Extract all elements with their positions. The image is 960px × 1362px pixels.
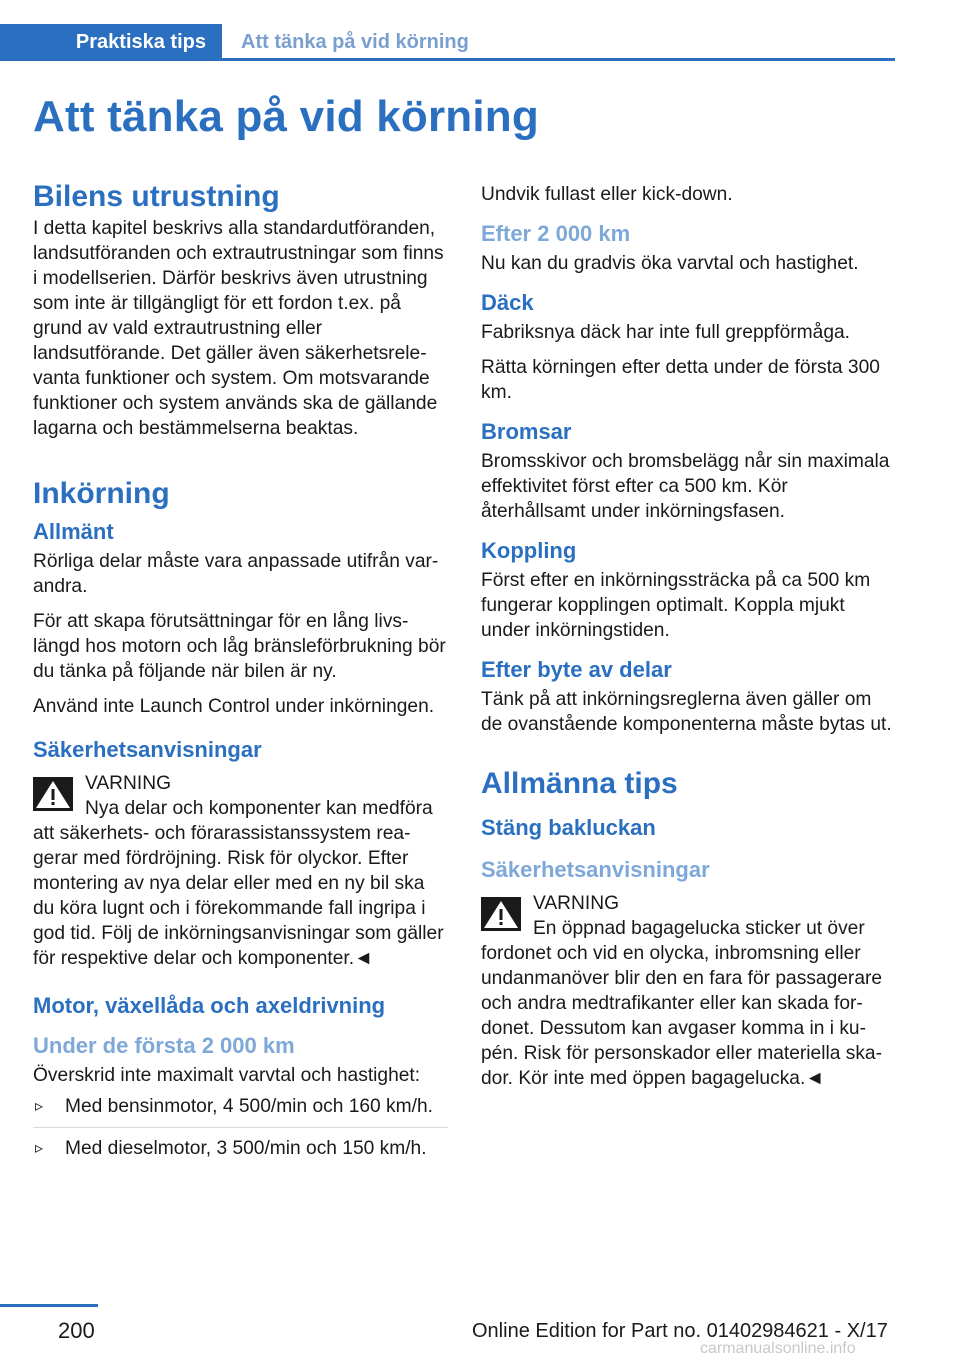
subtitle-koppling: Koppling xyxy=(481,538,577,563)
warning-label: VARNING xyxy=(85,773,171,794)
tab-praktiska-tips[interactable]: Praktiska tips xyxy=(0,24,222,60)
subtitle-allmant: Allmänt xyxy=(33,519,114,544)
list-item: ▹ Med bensinmotor, 4 500/min och 160 km/h. xyxy=(33,1094,448,1128)
subtitle-dack: Däck xyxy=(481,290,534,315)
warning-text: fordonet och vid en olycka, inbromsning eller undanmanöver blir den en fara för passagerare och andra medtrafikanter eller kan skada fordonet. Dessutom kan avgaser komma in i kupén. Risk för personskador eller materiella skador. Kör inte med öppen bagagelucka.◄ xyxy=(481,943,883,1089)
subtitle-efter-byte: Efter byte av delar xyxy=(481,657,672,682)
page-number: 200 xyxy=(58,1318,95,1343)
left-column xyxy=(33,180,448,1177)
subtitle-under-forsta: Under de första 2 000 km xyxy=(33,1033,295,1058)
tab-att-tanka[interactable]: Att tänka på vid körning xyxy=(241,31,469,53)
paragraph-rorliga-delar: Rörliga delar måste vara anpassade utifrån varandra. xyxy=(33,551,439,597)
triangle-bullet-icon: ▹ xyxy=(35,1098,44,1115)
warning-block-bagagelucka xyxy=(481,891,896,1091)
paragraph-forutsattningar: För att skapa förutsättningar för en lång livslängd hos motorn och låg bränsleförbrukning bör du tänka på följande när bilen är ny. xyxy=(33,611,446,682)
subtitle-sakerhetsanvisningar-2: Säkerhetsanvisningar xyxy=(481,857,710,882)
right-column xyxy=(481,182,896,1101)
subtitle-motor-vaxellada: Motor, växellåda och axeldrivning xyxy=(33,993,386,1018)
watermark: carmanualsonline.info xyxy=(700,1340,856,1357)
paragraph-bromsar: Bromsskivor och bromsbelägg når sin maximala effektivitet först efter ca 500 km. Kör återhållsamt under inkörningsfasen. xyxy=(481,451,890,522)
paragraph-utrustning: I detta kapitel beskrivs alla standardutföranden, landsutföranden och extrautrustningar som finns i modellserien. Därför beskrivs även utrustning som inte är tillgängligt för ett fordon t.ex. på grund av vald extrautrustning eller landsutförande. Det gäller även säkerhetsrelevanta funktioner och system. Om motsvarande funktioner och system används ska de gällande lagarna och bestämmelserna beaktas. xyxy=(33,218,444,439)
warning-first-line: En öppnad bagagelucka sticker ut över xyxy=(533,918,865,939)
paragraph-dack-1: Fabriksnya däck har inte full greppförmåga. xyxy=(481,322,851,343)
warning-first-line: Nya delar och komponenter kan medföra xyxy=(85,798,433,819)
warning-text: att säkerhets- och förarassistanssystem reagerar med fördröjning. Risk för olyckor. Efter montering av nya delar eller med en ny bil ska du köra lugnt och i förekommande fall ingripa i god tid. Följ de inkörningsanvisningar som gäller för respektive delar och komponenter.◄ xyxy=(33,823,444,969)
paragraph-launch-control: Använd inte Launch Control under inkörningen. xyxy=(33,696,435,717)
section-title-bilens-utrustning: Bilens utrustning xyxy=(33,180,280,213)
paragraph-efter-2000: Nu kan du gradvis öka varvtal och hastighet. xyxy=(481,253,859,274)
warning-block-inkorning xyxy=(33,771,448,971)
list-item: ▹ Med dieselmotor, 3 500/min och 150 km/h. xyxy=(35,1138,427,1159)
speed-limit-list xyxy=(33,1094,448,1169)
subtitle-bromsar: Bromsar xyxy=(481,419,572,444)
section-title-allmanna-tips: Allmänna tips xyxy=(481,767,678,800)
triangle-bullet-icon: ▹ xyxy=(35,1140,44,1157)
page-title: Att tänka på vid körning xyxy=(33,92,539,141)
paragraph-efter-byte: Tänk på att inkörningsreglerna även gäller om de ovanstående komponenterna måste bytas ut. xyxy=(481,689,892,735)
subtitle-sakerhetsanvisningar: Säkerhetsanvisningar xyxy=(33,737,262,762)
paragraph-dack-2: Rätta körningen efter detta under de första 300 km. xyxy=(481,357,880,403)
subtitle-stang-bakluckan: Stäng bakluckan xyxy=(481,815,656,840)
footer-edition: Online Edition for Part no. 01402984621 - X/17 xyxy=(472,1320,888,1342)
paragraph-undvik: Undvik fullast eller kick-down. xyxy=(481,184,733,205)
header-bar xyxy=(0,24,895,60)
footer-rule xyxy=(0,1304,98,1307)
paragraph-overskrid: Överskrid inte maximalt varvtal och hastighet: xyxy=(33,1065,421,1086)
warning-triangle-icon xyxy=(481,897,521,931)
section-title-inkorning: Inkörning xyxy=(33,477,170,510)
subtitle-efter-2000: Efter 2 000 km xyxy=(481,221,631,246)
warning-triangle-icon xyxy=(33,777,73,811)
paragraph-koppling: Först efter en inkörningssträcka på ca 500 km fungerar kopplingen optimalt. Koppla mjukt under inkörningstiden. xyxy=(481,570,871,641)
warning-label: VARNING xyxy=(533,893,619,914)
